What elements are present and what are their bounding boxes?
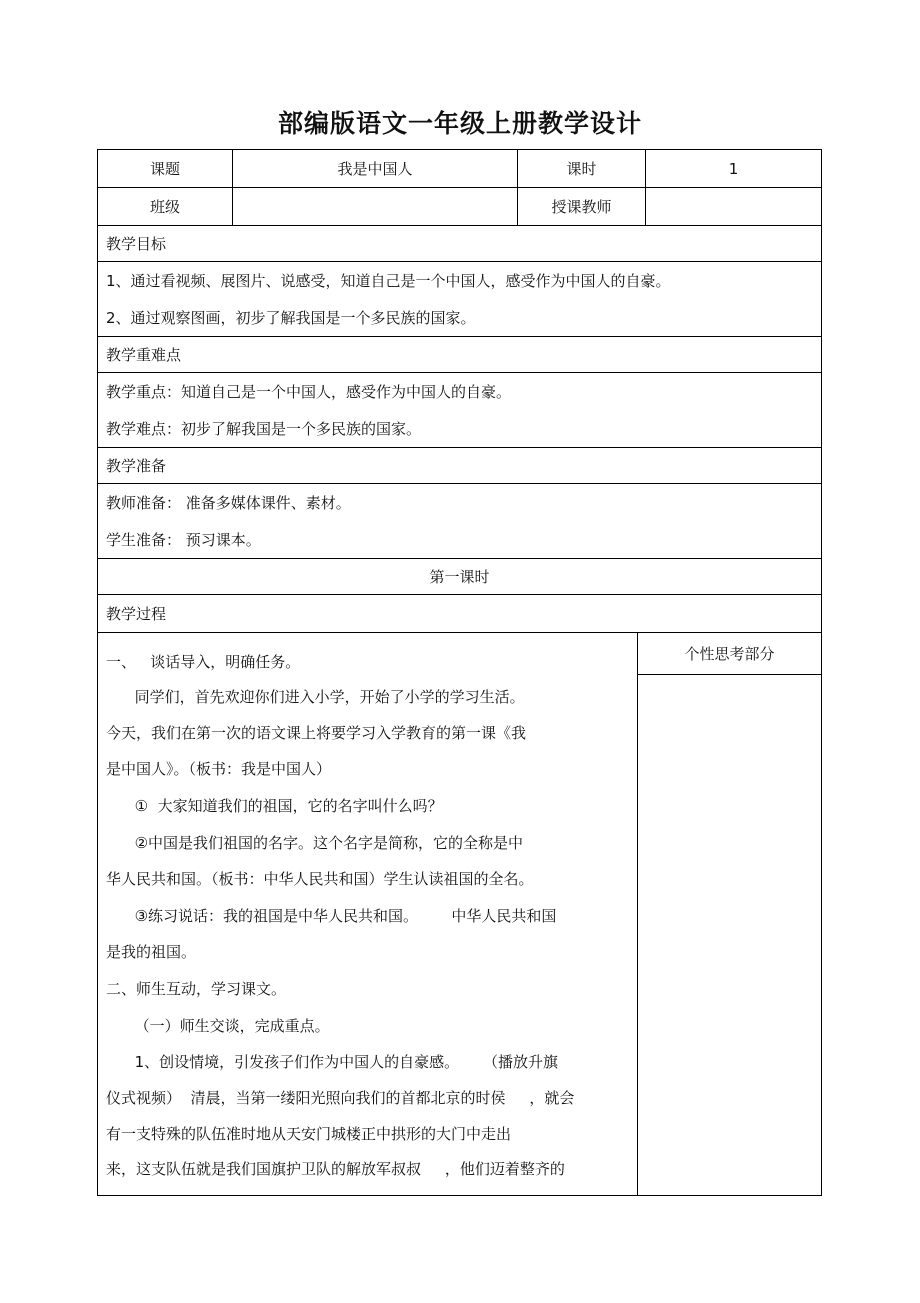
page-title: 部编版语文一年级上册教学设计 — [277, 109, 642, 138]
process-line: 二、师生互动，学习课文。 — [106, 980, 287, 998]
preparation-item: 教师准备： 准备多媒体课件、素材。 — [106, 494, 351, 512]
process-line: 来，这支队伍就是我们国旗护卫队的解放军叔叔 ，他们迈着整齐的 — [106, 1160, 565, 1178]
process-line: ②中国是我们祖国的名字。这个名字是简称，它的全称是中 — [106, 834, 524, 852]
process-line: 今天，我们在第一次的语文课上将要学习入学教育的第一课《我 — [106, 724, 527, 742]
header-row-class — [98, 188, 821, 226]
process-line: 是我的祖国。 — [106, 943, 197, 961]
preparation-heading: 教学准备 — [98, 448, 821, 484]
process-line: 有一支特殊的队伍准时地从天安门城楼正中拱形的大门中走出 — [106, 1125, 512, 1143]
session-label: 第一课时 — [98, 559, 821, 595]
preparation-body — [98, 484, 821, 559]
header-row-lesson — [98, 150, 821, 188]
reflection-heading: 个性思考部分 — [638, 633, 821, 675]
reflection-area — [638, 675, 821, 1195]
reflection-column — [638, 633, 821, 1195]
goal-item: 2、通过观察图画，初步了解我国是一个多民族的国家。 — [106, 309, 476, 327]
process-line: ③练习说话：我的祖国是中华人民共和国。 中华人民共和国 — [106, 907, 557, 925]
process-content — [98, 633, 638, 1195]
key-points-heading: 教学重难点 — [98, 337, 821, 373]
process-line: 一、 谈话导入，明确任务。 — [106, 653, 301, 671]
lesson-label: 课题 — [98, 150, 233, 187]
period-label: 课时 — [518, 150, 646, 187]
process-line: 是中国人》。（板书：我是中国人） — [106, 760, 332, 778]
process-heading: 教学过程 — [98, 595, 821, 633]
key-point-item: 教学难点：初步了解我国是一个多民族的国家。 — [106, 420, 422, 438]
process-section — [98, 633, 821, 1195]
process-line: 仪式视频） 清晨，当第一缕阳光照向我们的首都北京的时侯 ，就会 — [106, 1089, 575, 1107]
goals-heading: 教学目标 — [98, 226, 821, 262]
period-value: 1 — [728, 159, 739, 178]
goals-body — [98, 262, 821, 337]
class-label: 班级 — [98, 188, 233, 225]
preparation-item: 学生准备： 预习课本。 — [106, 531, 261, 549]
process-line: 同学们，首先欢迎你们进入小学，开始了小学的学习生活。 — [106, 688, 525, 706]
key-points-body — [98, 373, 821, 448]
class-value — [233, 188, 518, 225]
process-line: ① 大家知道我们的祖国，它的名字叫什么吗？ — [106, 797, 443, 815]
goal-item: 1、通过看视频、展图片、说感受，知道自己是一个中国人，感受作为中国人的自豪。 — [106, 272, 671, 290]
teacher-value — [646, 188, 821, 225]
process-line: 1、创设情境，引发孩子们作为中国人的自豪感。 （播放升旗 — [106, 1053, 558, 1071]
key-point-item: 教学重点：知道自己是一个中国人，感受作为中国人的自豪。 — [106, 383, 512, 401]
teacher-label: 授课教师 — [518, 188, 646, 225]
lesson-plan-table — [97, 149, 822, 1196]
process-line: （一）师生交谈，完成重点。 — [106, 1017, 330, 1035]
process-line: 华人民共和国。（板书：中华人民共和国）学生认读祖国的全名。 — [106, 870, 534, 888]
lesson-value: 我是中国人 — [233, 150, 518, 187]
